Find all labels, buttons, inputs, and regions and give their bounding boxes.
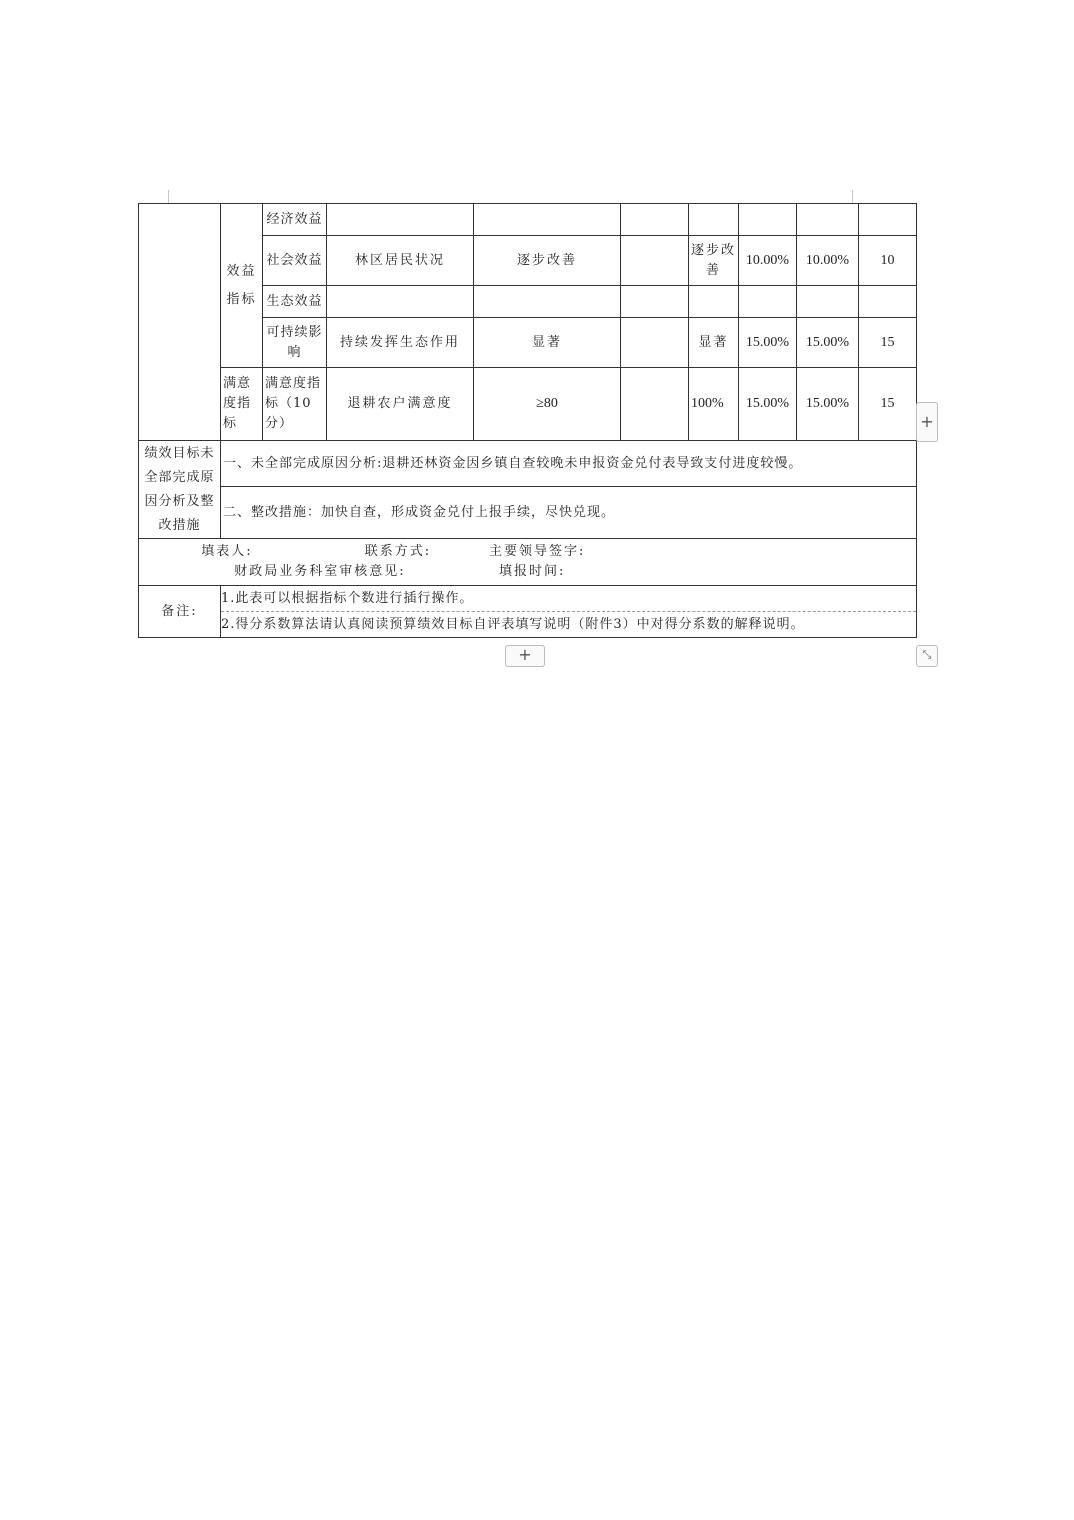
indicator-name: 生态效益 — [263, 286, 327, 318]
crop-mark-left — [168, 190, 169, 204]
score: 10 — [859, 236, 917, 286]
table-row — [139, 487, 917, 539]
review-opinion-label: 财政局业务科室审核意见: — [234, 564, 406, 579]
group-label: 效益指标 — [221, 204, 263, 368]
fill-date-label: 填报时间: — [499, 564, 566, 579]
weight — [739, 286, 797, 318]
indicator-name: 社会效益 — [263, 236, 327, 286]
actual-value: 逐步改善 — [689, 236, 739, 286]
leader-signature-label: 主要领导签字: — [489, 544, 586, 559]
score — [859, 204, 917, 236]
empty-cell — [621, 368, 689, 441]
notes-row — [139, 586, 917, 638]
actual-value — [689, 204, 739, 236]
rate: 15.00% — [797, 368, 859, 441]
target-value: ≥80 — [474, 368, 621, 441]
rate: 15.00% — [797, 318, 859, 368]
target-value — [474, 204, 621, 236]
rate: 10.00% — [797, 236, 859, 286]
crop-mark-right — [852, 190, 853, 204]
empty-cell — [621, 236, 689, 286]
score: 15 — [859, 318, 917, 368]
contact-label: 联系方式: — [364, 544, 432, 559]
indicator-detail: 林区居民状况 — [327, 236, 474, 286]
indicator-detail: 退耕农户满意度 — [327, 368, 474, 441]
target-value: 显著 — [474, 318, 621, 368]
table-row — [139, 204, 917, 236]
blank-cell — [139, 204, 221, 441]
note-item: 2.得分系数算法请认真阅读预算绩效目标自评表填写说明（附件3）中对得分系数的解释说明。 — [221, 617, 805, 632]
table-row — [139, 368, 917, 441]
weight: 10.00% — [739, 236, 797, 286]
actual-value: 100% — [689, 368, 739, 441]
target-value: 逐步改善 — [474, 236, 621, 286]
weight: 15.00% — [739, 368, 797, 441]
weight — [739, 204, 797, 236]
note-item: 1.此表可以根据指标个数进行插行操作。 — [221, 586, 916, 612]
reason-label: 绩效目标未全部完成原因分析及整改措施 — [139, 441, 221, 539]
actual-value — [689, 286, 739, 318]
rate — [797, 286, 859, 318]
empty-cell — [621, 204, 689, 236]
rate — [797, 204, 859, 236]
empty-cell — [621, 286, 689, 318]
score — [859, 286, 917, 318]
sign-row — [139, 539, 917, 586]
target-value — [474, 286, 621, 318]
add-row-button[interactable]: + — [505, 645, 545, 667]
weight: 15.00% — [739, 318, 797, 368]
indicator-detail: 持续发挥生态作用 — [327, 318, 474, 368]
table-resize-icon[interactable]: ⤡ — [916, 645, 938, 667]
score: 15 — [859, 368, 917, 441]
indicator-name: 满意度指标（10分） — [263, 368, 327, 441]
reason-measures: 二、整改措施：加快自查，形成资金兑付上报手续，尽快兑现。 — [221, 487, 917, 539]
empty-cell — [621, 318, 689, 368]
filler-label: 填表人: — [201, 544, 253, 559]
actual-value: 显著 — [689, 318, 739, 368]
indicator-name: 经济效益 — [263, 204, 327, 236]
add-column-button[interactable]: + — [916, 402, 938, 442]
table-row — [139, 441, 917, 487]
indicator-detail — [327, 286, 474, 318]
satisfaction-label: 满意度指标 — [221, 368, 263, 441]
notes-label: 备注: — [139, 586, 221, 638]
indicator-name: 可持续影响 — [263, 318, 327, 368]
reason-analysis: 一、未全部完成原因分析:退耕还林资金因乡镇自查较晚未申报资金兑付表导致支付进度较慢。 — [221, 441, 917, 487]
indicator-detail — [327, 204, 474, 236]
performance-table — [138, 203, 916, 638]
